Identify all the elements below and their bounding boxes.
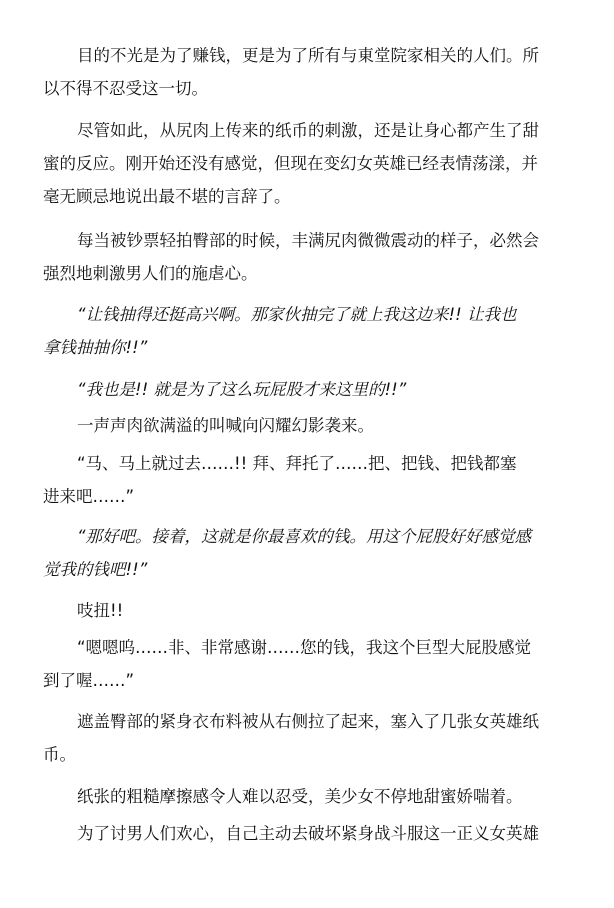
paragraph-12 <box>77 780 557 813</box>
paragraph-8-dialogue <box>43 520 557 586</box>
text-line: “我也是!! 就是为了这么玩屁股才来这里的!!” <box>77 380 407 399</box>
text-line: 蜜的反应。刚开始还没有感觉，但现在变幻女英雄已经表情荡漾，并 <box>43 154 538 173</box>
paragraph-3 <box>43 224 557 290</box>
text-line: 币。 <box>43 745 76 764</box>
text-line: 拿钱抽抽你!!” <box>43 338 148 357</box>
text-line: 进来吧……” <box>43 487 135 506</box>
text-line: 目的不光是为了赚钱，更是为了所有与東堂院家相关的人们。所 <box>77 46 539 65</box>
paragraph-7-dialogue <box>43 447 557 513</box>
paragraph-5-dialogue <box>77 373 557 406</box>
text-line: 以不得不忍受这一切。 <box>43 79 208 98</box>
text-line: 尽管如此，从尻肉上传来的纸币的刺激，还是让身心都产生了甜 <box>77 121 539 140</box>
text-line: “嗯嗯呜……非、非常感谢……您的钱，我这个巨型大屁股感觉 <box>77 638 532 657</box>
text-line: 每当被钞票轻拍臀部的时候，丰满尻肉微微震动的样子，必然会 <box>77 231 539 250</box>
text-line: 遮盖臀部的紧身衣布料被从右侧拉了起来，塞入了几张女英雄纸 <box>77 712 539 731</box>
text-line: 吱扭!! <box>77 601 124 620</box>
text-line: 纸张的粗糙摩擦感令人难以忍受，美少女不停地甜蜜娇喘着。 <box>77 787 523 806</box>
paragraph-10-dialogue <box>43 631 557 697</box>
text-line: 毫无顾忌地说出最不堪的言辞了。 <box>43 187 291 206</box>
text-line: 到了喔……” <box>43 671 135 690</box>
paragraph-9-sound <box>77 594 557 627</box>
text-line: “那好吧。接着，这就是你最喜欢的钱。用这个屁股好好感觉感 <box>77 527 532 546</box>
paragraph-11 <box>43 705 557 771</box>
text-line: 强烈地刺激男人们的施虐心。 <box>43 264 258 283</box>
paragraph-4-dialogue <box>43 298 557 364</box>
paragraph-6 <box>77 409 557 442</box>
text-line: “让钱抽得还挺高兴啊。那家伙抽完了就上我这边来!! 让我也 <box>77 305 517 324</box>
text-line: 觉我的钱吧!!” <box>43 560 148 579</box>
text-line: 为了讨男人们欢心，自己主动去破坏紧身战斗服这一正义女英雄 <box>77 824 539 843</box>
text-line: “马、马上就过去……!! 拜、拜托了……把、把钱、把钱都塞 <box>77 454 517 473</box>
text-line: 一声声肉欲满溢的叫喊向闪耀幻影袭来。 <box>77 416 374 435</box>
paragraph-1 <box>43 39 557 105</box>
paragraph-13 <box>77 817 557 850</box>
paragraph-2 <box>43 114 557 213</box>
